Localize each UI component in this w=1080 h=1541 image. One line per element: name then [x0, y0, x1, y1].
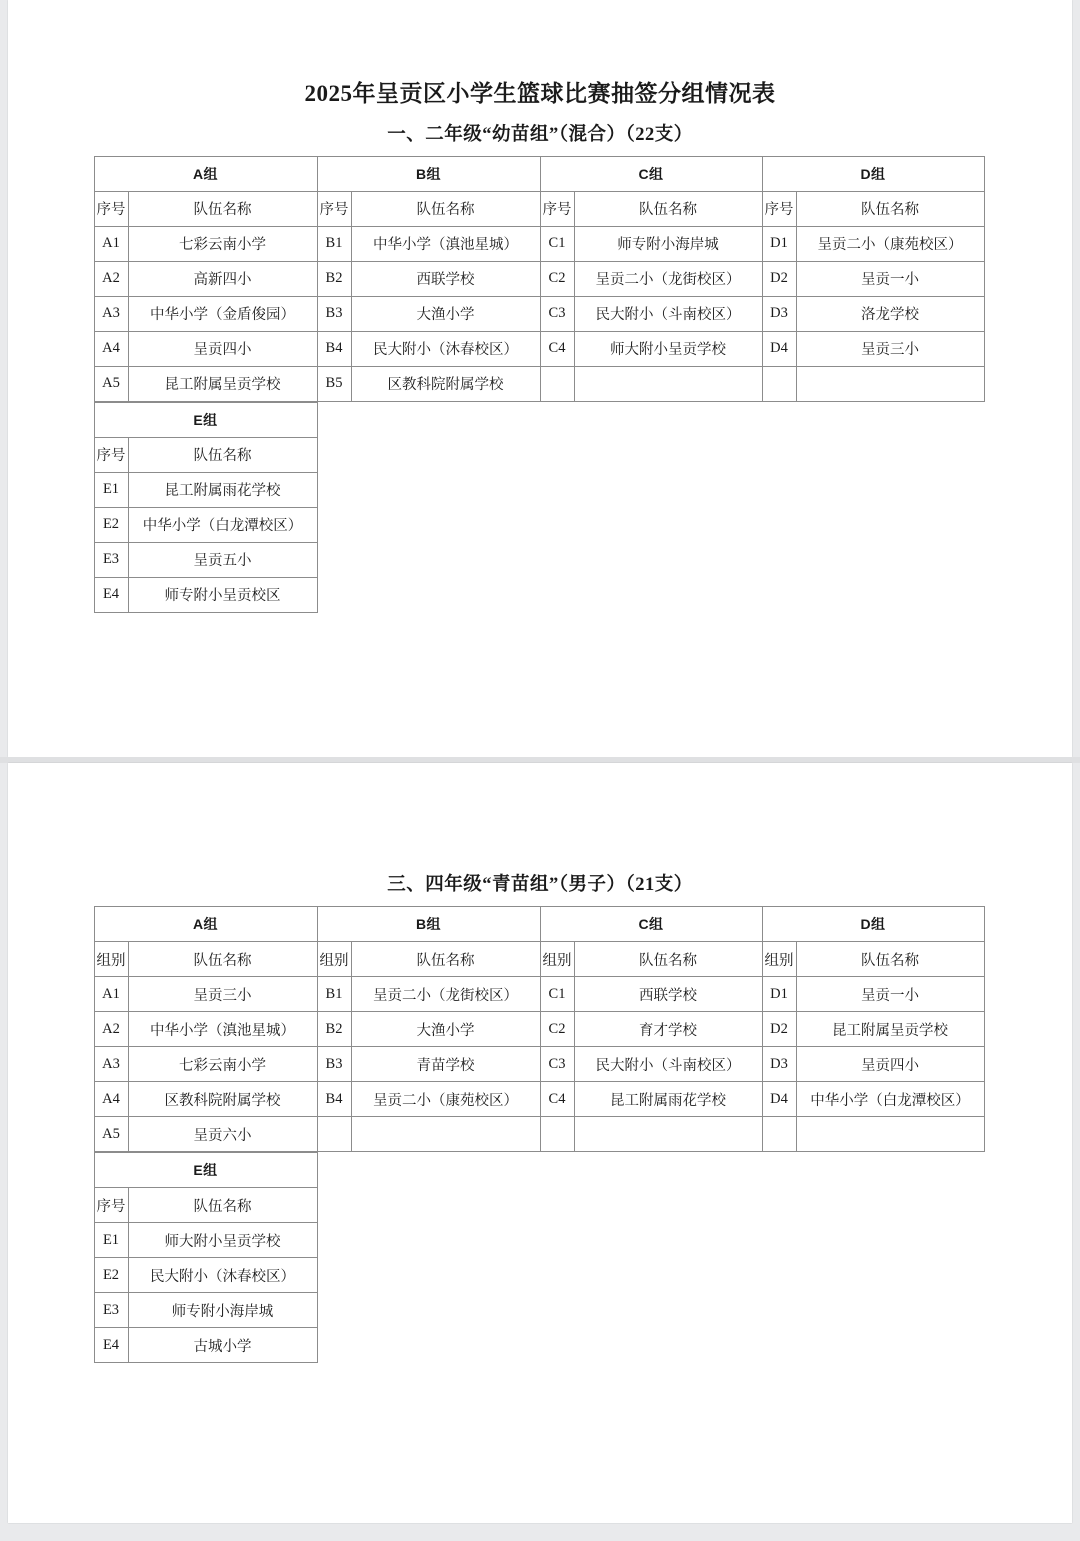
col-header-idx-c: 序号	[540, 191, 574, 226]
cell-team: 民大附小（斗南校区）	[574, 1047, 762, 1082]
section-1-title: 一、二年级“幼苗组”（混合）（22支）	[387, 124, 693, 145]
cell-idx: D4	[762, 1082, 796, 1117]
group-header-row	[94, 907, 984, 942]
table-row	[94, 577, 317, 612]
table-row	[94, 977, 984, 1012]
col-header-team-b: 队伍名称	[351, 191, 540, 226]
cell-empty	[762, 1117, 796, 1152]
section-1-e-group-body	[94, 402, 317, 612]
cell-empty	[574, 1117, 762, 1152]
cell-team: 呈贡五小	[128, 542, 317, 577]
col-header-team-d: 队伍名称	[796, 191, 984, 226]
cell-team: 高新四小	[128, 261, 317, 296]
cell-idx: E4	[94, 1328, 128, 1363]
group-header-c: C组	[540, 907, 762, 942]
section-1-e-group-table	[94, 402, 318, 613]
cell-empty	[540, 366, 574, 401]
cell-idx: B1	[317, 977, 351, 1012]
cell-idx: A3	[94, 296, 128, 331]
section-2-main-table-wrap	[94, 906, 987, 1152]
col-header-idx-b: 序号	[317, 191, 351, 226]
cell-team: 中华小学（滇池星城）	[351, 226, 540, 261]
e-group-header-row	[94, 402, 317, 437]
cell-team: 大渔小学	[351, 296, 540, 331]
table-row	[94, 331, 984, 366]
section-1-groups-table	[94, 156, 985, 402]
cell-team: 师大附小呈贡学校	[128, 1223, 317, 1258]
cell-idx: C4	[540, 331, 574, 366]
cell-idx: D3	[762, 296, 796, 331]
cell-team: 洛龙学校	[796, 296, 984, 331]
cell-empty	[540, 1117, 574, 1152]
col-header-team-a: 队伍名称	[128, 191, 317, 226]
cell-idx: B2	[317, 1012, 351, 1047]
cell-empty	[574, 366, 762, 401]
cell-team: 师大附小呈贡学校	[574, 331, 762, 366]
cell-idx: D2	[762, 1012, 796, 1047]
group-header-b: B组	[317, 907, 540, 942]
cell-idx: D4	[762, 331, 796, 366]
table-row	[94, 1082, 984, 1117]
cell-team: 青苗学校	[351, 1047, 540, 1082]
cell-idx: B4	[317, 1082, 351, 1117]
group-header-c: C组	[540, 156, 762, 191]
cell-team: 西联学校	[574, 977, 762, 1012]
cell-idx: A1	[94, 977, 128, 1012]
col-header-idx-a: 序号	[94, 191, 128, 226]
cell-team: 呈贡三小	[128, 977, 317, 1012]
cell-idx: B5	[317, 366, 351, 401]
cell-idx: C2	[540, 1012, 574, 1047]
cell-idx: A5	[94, 366, 128, 401]
table-row	[94, 542, 317, 577]
cell-idx: E4	[94, 577, 128, 612]
group-header-d: D组	[762, 907, 984, 942]
cell-team: 民大附小（沐春校区）	[351, 331, 540, 366]
cell-idx: A5	[94, 1117, 128, 1152]
section-2-e-group-table	[94, 1152, 318, 1363]
table-row	[94, 296, 984, 331]
cell-idx: E2	[94, 507, 128, 542]
column-header-row	[94, 942, 984, 977]
group-header-a: A组	[94, 156, 317, 191]
cell-idx: D2	[762, 261, 796, 296]
table-row	[94, 1117, 984, 1152]
cell-team: 呈贡一小	[796, 977, 984, 1012]
cell-idx: B2	[317, 261, 351, 296]
group-header-d: D组	[762, 156, 984, 191]
cell-idx: C1	[540, 226, 574, 261]
table-row	[94, 226, 984, 261]
cell-team: 呈贡三小	[796, 331, 984, 366]
col-header-team-a: 队伍名称	[128, 942, 317, 977]
col-header-idx-c: 组别	[540, 942, 574, 977]
cell-empty	[796, 1117, 984, 1152]
cell-team: 师专附小海岸城	[574, 226, 762, 261]
col-header-idx-e: 序号	[94, 437, 128, 472]
table-row	[94, 1328, 317, 1363]
cell-idx: D3	[762, 1047, 796, 1082]
cell-idx: D1	[762, 977, 796, 1012]
cell-team: 民大附小（斗南校区）	[574, 296, 762, 331]
cell-team: 区教科院附属学校	[128, 1082, 317, 1117]
col-header-team-c: 队伍名称	[574, 191, 762, 226]
cell-idx: C4	[540, 1082, 574, 1117]
col-header-team-e: 队伍名称	[128, 437, 317, 472]
cell-idx: B4	[317, 331, 351, 366]
cell-team: 大渔小学	[351, 1012, 540, 1047]
cell-idx: B3	[317, 1047, 351, 1082]
col-header-idx-d: 组别	[762, 942, 796, 977]
col-header-team-e: 队伍名称	[128, 1188, 317, 1223]
cell-team: 中华小学（滇池星城）	[128, 1012, 317, 1047]
cell-team: 西联学校	[351, 261, 540, 296]
cell-idx: A3	[94, 1047, 128, 1082]
table-row	[94, 507, 317, 542]
col-header-team-c: 队伍名称	[574, 942, 762, 977]
cell-team: 中华小学（金盾俊园）	[128, 296, 317, 331]
cell-idx: A2	[94, 1012, 128, 1047]
cell-team: 昆工附属呈贡学校	[796, 1012, 984, 1047]
cell-team: 呈贡二小（龙街校区）	[351, 977, 540, 1012]
group-header-row	[94, 156, 984, 191]
cell-team: 昆工附属雨花学校	[574, 1082, 762, 1117]
col-header-team-b: 队伍名称	[351, 942, 540, 977]
cell-team: 七彩云南小学	[128, 1047, 317, 1082]
cell-idx: B1	[317, 226, 351, 261]
cell-idx: C1	[540, 977, 574, 1012]
page-title: 2025年呈贡区小学生篮球比赛抽签分组情况表	[304, 81, 776, 106]
table-row	[94, 1223, 317, 1258]
cell-team: 呈贡四小	[128, 331, 317, 366]
cell-team: 师专附小呈贡校区	[128, 577, 317, 612]
cell-empty	[351, 1117, 540, 1152]
cell-idx: E1	[94, 1223, 128, 1258]
col-header-team-d: 队伍名称	[796, 942, 984, 977]
e-column-header-row	[94, 437, 317, 472]
cell-team: 呈贡二小（龙街校区）	[574, 261, 762, 296]
section-2-groups-table	[94, 906, 985, 1152]
section-1-e-table-wrap	[94, 402, 987, 613]
group-header-a: A组	[94, 907, 317, 942]
cell-idx: A2	[94, 261, 128, 296]
cell-idx: E3	[94, 1293, 128, 1328]
table-row	[94, 1258, 317, 1293]
cell-idx: A1	[94, 226, 128, 261]
cell-idx: E2	[94, 1258, 128, 1293]
cell-idx: E1	[94, 472, 128, 507]
cell-empty	[762, 366, 796, 401]
cell-team: 民大附小（沐春校区）	[128, 1258, 317, 1293]
e-column-header-row	[94, 1188, 317, 1223]
cell-idx: D1	[762, 226, 796, 261]
cell-team: 区教科院附属学校	[351, 366, 540, 401]
cell-team: 呈贡一小	[796, 261, 984, 296]
section-2-groups-body	[94, 907, 984, 1152]
col-header-idx-a: 组别	[94, 942, 128, 977]
column-header-row	[94, 191, 984, 226]
section-1-main-table-wrap	[94, 156, 987, 402]
e-group-header-row	[94, 1153, 317, 1188]
group-header-b: B组	[317, 156, 540, 191]
cell-team: 中华小学（白龙潭校区）	[128, 507, 317, 542]
cell-team: 呈贡四小	[796, 1047, 984, 1082]
table-row	[94, 1047, 984, 1082]
cell-team: 师专附小海岸城	[128, 1293, 317, 1328]
cell-team: 中华小学（白龙潭校区）	[796, 1082, 984, 1117]
cell-empty	[317, 1117, 351, 1152]
cell-team: 昆工附属雨花学校	[128, 472, 317, 507]
cell-team: 呈贡二小（康苑校区）	[351, 1082, 540, 1117]
document-page-1	[8, 0, 1072, 757]
col-header-idx-b: 组别	[317, 942, 351, 977]
cell-team: 古城小学	[128, 1328, 317, 1363]
col-header-idx-e: 序号	[94, 1188, 128, 1223]
cell-idx: C3	[540, 296, 574, 331]
group-header-e: E组	[94, 402, 317, 437]
table-row	[94, 472, 317, 507]
cell-idx: E3	[94, 542, 128, 577]
cell-team: 育才学校	[574, 1012, 762, 1047]
cell-team: 昆工附属呈贡学校	[128, 366, 317, 401]
section-2-title: 三、四年级“青苗组”（男子）（21支）	[387, 875, 693, 895]
cell-team: 七彩云南小学	[128, 226, 317, 261]
cell-empty	[796, 366, 984, 401]
cell-team: 呈贡二小（康苑校区）	[796, 226, 984, 261]
section-1-groups-body	[94, 156, 984, 401]
cell-team: 呈贡六小	[128, 1117, 317, 1152]
cell-idx: C2	[540, 261, 574, 296]
cell-idx: C3	[540, 1047, 574, 1082]
cell-idx: A4	[94, 1082, 128, 1117]
col-header-idx-d: 序号	[762, 191, 796, 226]
cell-idx: B3	[317, 296, 351, 331]
table-row	[94, 366, 984, 401]
document-page-2	[8, 763, 1072, 1523]
cell-idx: A4	[94, 331, 128, 366]
section-2-e-group-body	[94, 1153, 317, 1363]
table-row	[94, 1012, 984, 1047]
table-row	[94, 261, 984, 296]
table-row	[94, 1293, 317, 1328]
group-header-e: E组	[94, 1153, 317, 1188]
section-2-e-table-wrap	[94, 1152, 987, 1363]
